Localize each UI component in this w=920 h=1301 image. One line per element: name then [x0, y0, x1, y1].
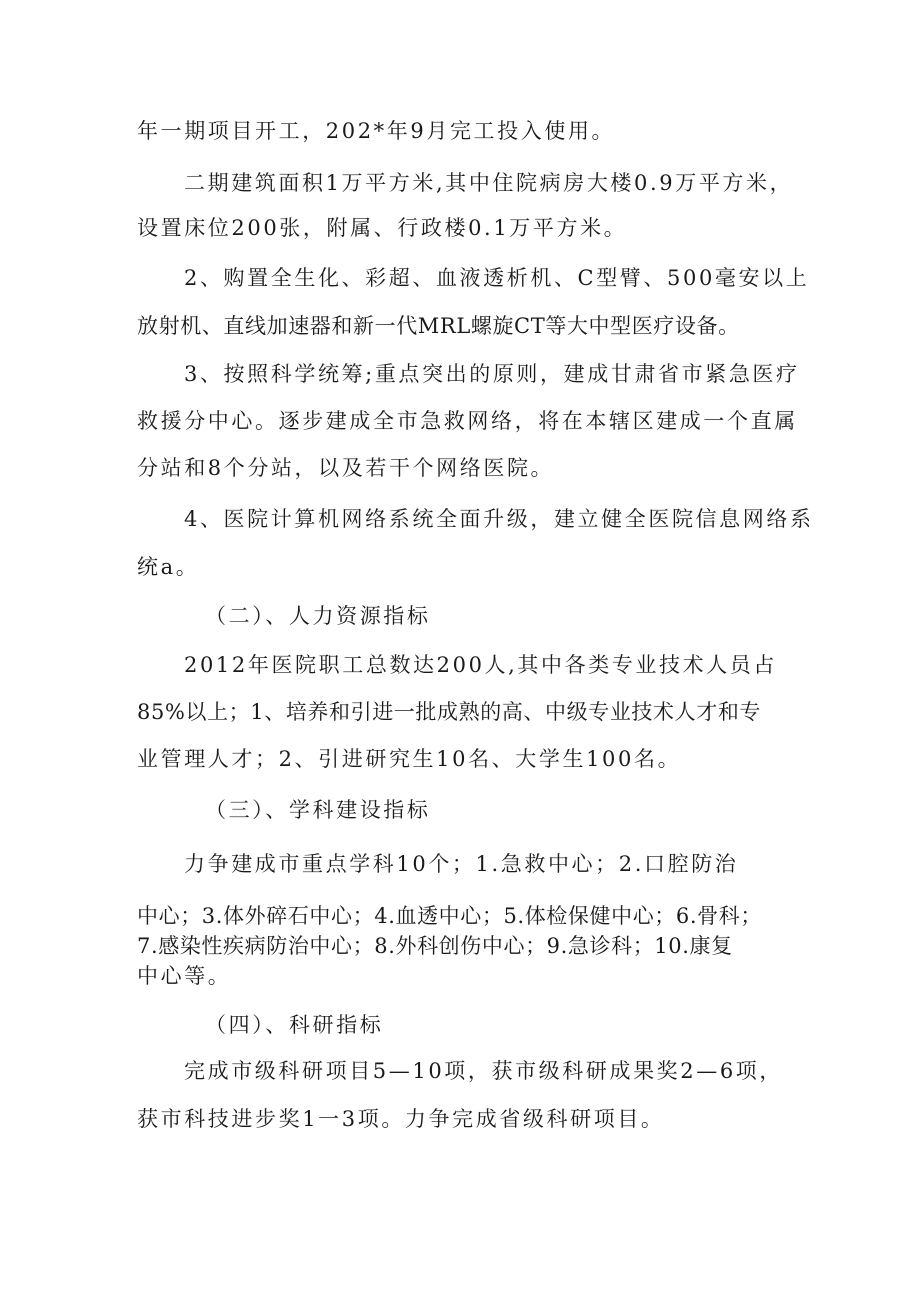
- paragraph-line: 业管理人才；2、引进研究生10名、大学生100名。: [137, 747, 682, 771]
- paragraph-line: 中心；3.体外碎石中心；4.血透中心；5.体检保健中心；6.骨科；: [137, 904, 762, 928]
- paragraph-line: 中心等。: [137, 964, 232, 988]
- paragraph-line: 2、购置全生化、彩超、血液透析机、C型臂、500毫安以上: [184, 266, 810, 290]
- paragraph-line: 3、按照科学统筹;重点突出的原则，建成甘肃省市紧急医疗: [184, 362, 800, 386]
- paragraph-line: 2012年医院职工总数达200人,其中各类专业技术人员占: [184, 653, 777, 677]
- paragraph-line: 救援分中心。逐步建成全市急救网络，将在本辖区建成一个直属: [137, 409, 798, 433]
- paragraph-line: 分站和8个分站，以及若干个网络医院。: [137, 456, 555, 480]
- paragraph-line: 85%以上；1、培养和引进一批成熟的高、中级专业技术人才和专: [137, 700, 762, 724]
- paragraph-line: 4、医院计算机网络系统全面升级，建立健全医院信息网络系: [184, 507, 814, 531]
- paragraph-line: 完成市级科研项目5—10项，获市级科研成果奖2—6项，: [184, 1059, 784, 1083]
- paragraph-line: 年一期项目开工，202*年9月完工投入使用。: [137, 119, 616, 143]
- paragraph-line: 统a。: [137, 555, 200, 579]
- paragraph-line: 力争建成市重点学科10个；1.急救中心；2.口腔防治: [184, 852, 739, 876]
- section-heading: （四）、科研指标: [205, 1013, 384, 1037]
- paragraph-line: 二期建筑面积1万平方米,其中住院病房大楼0.9万平方米，: [184, 171, 794, 195]
- paragraph-line: 获市科技进步奖1一3项。力争完成省级科研项目。: [137, 1107, 665, 1131]
- paragraph-line: 放射机、直线加速器和新一代MRL螺旋CT等大中型医疗设备。: [137, 314, 740, 338]
- section-heading: （三）、学科建设指标: [205, 798, 431, 822]
- section-heading: （二）、人力资源指标: [205, 604, 431, 628]
- paragraph-line: 设置床位200张，附属、行政楼0.1万平方米。: [137, 216, 628, 240]
- paragraph-line: 7.感染性疾病防治中心；8.外科创伤中心；9.急诊科；10.康复: [137, 934, 733, 958]
